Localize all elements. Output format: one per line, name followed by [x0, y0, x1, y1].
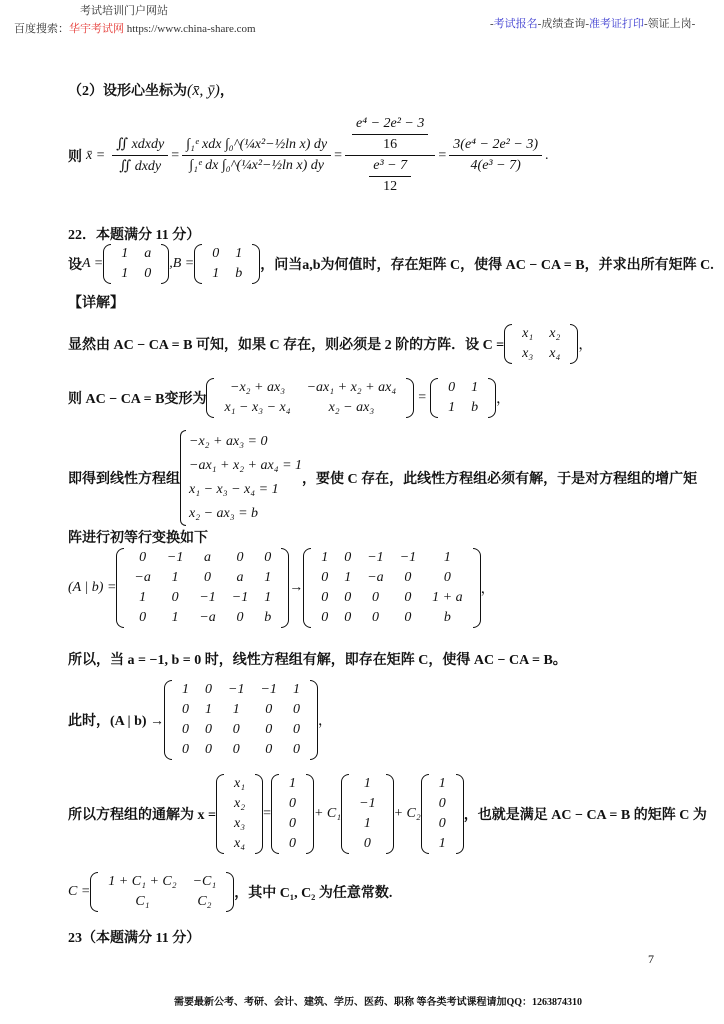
- matrix-lhs: [206, 378, 414, 418]
- right-paren: [473, 548, 481, 628]
- matrix-cell: 0: [205, 682, 213, 697]
- matrix-cell: 1: [212, 266, 220, 281]
- right-paren: [386, 774, 394, 854]
- den-a: e³ − 7: [369, 158, 411, 177]
- matrix-cell: 1: [264, 570, 272, 585]
- matrix-cell: 0: [292, 742, 300, 757]
- matrix-cell: 0: [371, 590, 379, 605]
- left-paren: [303, 548, 311, 628]
- matrix-cell: a: [204, 550, 212, 565]
- numerator: ∬ xdxdy: [112, 136, 168, 156]
- left-paren: [271, 774, 279, 854]
- matrix-cell: 0: [288, 816, 296, 831]
- right-paren: [310, 680, 318, 760]
- right-paren: [488, 378, 496, 418]
- matrix-cell: 0: [204, 570, 212, 585]
- coef-c1: + C₁: [313, 806, 342, 821]
- A-label: A =: [82, 256, 104, 271]
- xbar: x̄ =: [86, 147, 106, 163]
- matrix-cell: −a: [134, 570, 151, 585]
- matrix-cell: 0: [288, 796, 296, 811]
- matrix-cell: 0: [144, 266, 152, 281]
- matrix-cell: 0: [264, 550, 272, 565]
- left-paren: [430, 378, 438, 418]
- matrix-C: [504, 324, 578, 364]
- matrix-cell: 0: [232, 742, 240, 757]
- num-a: e⁴ − 2e² − 3: [352, 116, 428, 135]
- matrix-cell: 1: [438, 836, 446, 851]
- vector-basis-2: [421, 774, 464, 854]
- matrix-cell: 1: [448, 400, 456, 415]
- equation-system: [180, 430, 302, 526]
- matrix-cell: 0: [292, 722, 300, 737]
- matrix-cell: 0: [205, 742, 213, 757]
- equals: =: [334, 147, 342, 163]
- matrix-reduced: [303, 548, 480, 628]
- matrix-cell: −a: [199, 610, 216, 625]
- matrix-cell: 1: [232, 702, 240, 717]
- matrix-cell: 0: [288, 836, 296, 851]
- matrix-cell: x₄: [549, 346, 561, 361]
- right-paren: [255, 774, 263, 854]
- text: ，其中 C₁, C₂ 为任意常数.: [234, 886, 393, 901]
- header-link[interactable]: 考试报名: [493, 18, 538, 30]
- fraction-2: [182, 137, 331, 174]
- header-link[interactable]: 准考证打印: [589, 18, 644, 30]
- matrix-A: [103, 244, 169, 284]
- punct: ，: [578, 338, 593, 353]
- matrix-cell: 0: [236, 610, 244, 625]
- equation: −x₂ + ax₃ = 0: [189, 434, 268, 449]
- matrix-cell: 1: [171, 610, 179, 625]
- matrix-cell: x₂: [549, 326, 561, 341]
- header-link: -领证上岗-: [644, 18, 696, 30]
- part2-line: [68, 80, 234, 100]
- matrix-cell: x₃: [233, 816, 246, 831]
- matrix-cell: 1: [235, 246, 243, 261]
- matrix-cell: x₁: [233, 776, 246, 791]
- q22-statement: [68, 244, 714, 284]
- fraction-1: [112, 136, 168, 175]
- matrix-cell: 1: [443, 550, 451, 565]
- left-paren: [504, 324, 512, 364]
- solution-line: [68, 774, 707, 854]
- header-link: -: [490, 18, 494, 30]
- numerator: [345, 116, 435, 156]
- matrix-cell: 0: [232, 722, 240, 737]
- left-paren: [164, 680, 172, 760]
- C-label: C =: [68, 884, 91, 899]
- matrix-cell: 0: [344, 610, 352, 625]
- left-paren: [194, 244, 202, 284]
- left-paren: [90, 872, 98, 912]
- equals: =: [438, 147, 447, 163]
- matrix-cell: x₃: [522, 346, 534, 361]
- matrix-cell: 0: [139, 550, 147, 565]
- matrix-cell: x₄: [233, 836, 246, 851]
- matrix-cell: 0: [292, 702, 300, 717]
- text: ，也就是满足 AC − CA = B 的矩阵 C 为: [463, 808, 707, 823]
- matrix-cell: C₁: [135, 894, 150, 909]
- punct: ，: [317, 714, 332, 729]
- matrix-cell: 0: [404, 610, 412, 625]
- matrix-cell: 0: [404, 590, 412, 605]
- matrix-cell: 0: [321, 610, 329, 625]
- matrix-cell: b: [443, 610, 451, 625]
- punct: ，: [219, 84, 234, 99]
- question-text: ，问当a,b为何值时，存在矩阵 C，使得 AC − CA = B，并求出所有矩阵 C.: [260, 258, 714, 273]
- formula-lead: 则: [68, 149, 82, 165]
- matrix-cell: 1: [288, 776, 296, 791]
- matrix-reduced-2: [164, 680, 318, 760]
- matrix-cell: 1: [121, 246, 129, 261]
- matrix-cell: 1: [139, 590, 147, 605]
- matrix-cell: 0: [265, 742, 273, 757]
- denominator: ∫₁ᵉ dx ∫₀^(¼x²−½ln x) dy: [189, 158, 324, 173]
- matrix-cell: 0: [344, 590, 352, 605]
- punct: ，: [480, 582, 495, 597]
- q22-title: 22．本题满分 11 分）: [68, 228, 201, 243]
- matrix-cell: 1: [438, 776, 446, 791]
- q23-title: 23（本题满分 11 分）: [68, 931, 201, 946]
- matrix-cell: −x₂ + ax₃: [230, 380, 286, 395]
- num-b: 16: [383, 137, 398, 152]
- right-paren: [252, 244, 260, 284]
- matrix-cell: a: [236, 570, 244, 585]
- site-url[interactable]: https://www.china-share.com: [126, 23, 256, 35]
- equals: =: [171, 147, 180, 163]
- matrix-cell: C₂: [197, 894, 212, 909]
- matrix-cell: 1 + a: [432, 590, 463, 605]
- header-link: -成绩查询-: [537, 18, 589, 30]
- right-paren: [456, 774, 464, 854]
- part2-label: （2）设形心坐标为: [68, 84, 187, 99]
- B-label: ,B =: [169, 256, 195, 271]
- matrix-cell: 1: [182, 682, 190, 697]
- matrix-cell: 1: [344, 570, 352, 585]
- equation: −ax₁ + x₂ + ax₄ = 1: [189, 458, 303, 473]
- footer-ad: 需要最新公考、考研、会计、建筑、学历、医药、职称 等各类考试课程请加QQ：1263874310: [174, 997, 583, 1008]
- equals: =: [263, 806, 271, 821]
- matrix-C-final: [90, 872, 234, 912]
- matrix-cell: 0: [265, 702, 273, 717]
- matrix-cell: x₁: [522, 326, 534, 341]
- matrix-cell: −1: [260, 682, 277, 697]
- matrix-cell: 0: [443, 570, 451, 585]
- numerator: 3(e⁴ − 2e² − 3): [449, 137, 542, 156]
- left-paren: [341, 774, 349, 854]
- matrix-cell: x₂: [233, 796, 246, 811]
- matrix-cell: 0: [404, 570, 412, 585]
- matrix-cell: 0: [212, 246, 220, 261]
- right-paren: [406, 378, 414, 418]
- fraction-4: [449, 137, 542, 174]
- matrix-cell: 0: [321, 570, 329, 585]
- matrix-cell: 0: [371, 610, 379, 625]
- matrix-cell: 0: [182, 702, 190, 717]
- system-line: [68, 430, 697, 526]
- matrix-cell: 1: [205, 702, 213, 717]
- right-paren: [161, 244, 169, 284]
- punct: .: [545, 147, 549, 163]
- fraction-3: [345, 116, 435, 195]
- matrix-cell: −C₁: [192, 874, 217, 889]
- matrix-cell: 1: [321, 550, 329, 565]
- matrix-cell: x₁ − x₃ − x₄: [224, 400, 291, 415]
- matrix-cell: 1: [471, 380, 479, 395]
- equation: x₂ − ax₃ = b: [189, 506, 259, 521]
- text: 此时，(A | b) →: [68, 714, 165, 729]
- matrix-cell: x₂ − ax₃: [328, 400, 375, 415]
- right-paren: [306, 774, 314, 854]
- given-lead: 设: [68, 258, 82, 273]
- page-number: 7: [648, 952, 654, 966]
- matrix-cell: b: [264, 610, 272, 625]
- matrix-cell: −1: [399, 550, 417, 565]
- text: ，要使 C 存在，此线性方程组必须有解，于是对方程组的增广矩: [302, 472, 698, 487]
- den-b: 12: [383, 179, 398, 194]
- matrix-B: [194, 244, 260, 284]
- site-title: 考试培训门户网站: [80, 5, 168, 17]
- matrix-augmented: [116, 548, 289, 628]
- matrix-rhs: [430, 378, 496, 418]
- text: 所以方程组的通解为 x =: [68, 808, 216, 823]
- left-paren: [206, 378, 214, 418]
- matrix-cell: 0: [363, 836, 371, 851]
- matrix-cell: −a: [367, 570, 384, 585]
- vector-x: [216, 774, 263, 854]
- left-paren: [103, 244, 111, 284]
- text: 即得到线性方程组: [68, 472, 180, 487]
- matrix-cell: 0: [236, 550, 244, 565]
- detail-line4: 所以，当 a = −1, b = 0 时，线性方程组有解，即存在矩阵 C，使得 AC − CA = B。: [68, 653, 567, 668]
- matrix-cell: 0: [265, 722, 273, 737]
- left-paren: [116, 548, 124, 628]
- right-paren: [281, 548, 289, 628]
- text: 显然由 AC − CA = B 可知，如果 C 存在，则必须是 2 阶的方阵．设 C =: [68, 338, 505, 353]
- aug-label: (A | b) =: [68, 580, 117, 595]
- left-paren: [216, 774, 224, 854]
- matrix-cell: 1: [363, 776, 371, 791]
- matrix-cell: 0: [321, 590, 329, 605]
- matrix-cell: b: [235, 266, 243, 281]
- matrix-cell: −1: [231, 590, 249, 605]
- matrix-cell: 1: [292, 682, 300, 697]
- augmented-line: [68, 548, 495, 628]
- matrix-cell: −ax₁ + x₂ + ax₄: [306, 380, 397, 395]
- matrix-cell: 1: [171, 570, 179, 585]
- matrix-cell: 0: [171, 590, 179, 605]
- now-line: [68, 680, 332, 760]
- matrix-cell: 0: [182, 722, 190, 737]
- left-paren: [421, 774, 429, 854]
- matrix-cell: 1 + C₁ + C₂: [108, 874, 177, 889]
- header-links: [490, 15, 695, 31]
- detail-line2: 则 AC − CA = B变形为 −x₂ + ax₃ −ax₁ + x₂ + ax₄ x₁ − x₃ − x₄ x₂ − ax₃ = 0 1 1 b ，: [68, 378, 510, 418]
- matrix-cell: 0: [205, 722, 213, 737]
- matrix-cell: −1: [228, 682, 245, 697]
- punct: ，: [496, 392, 511, 407]
- matrix-cell: 0: [438, 796, 446, 811]
- matrix-cell: 0: [182, 742, 190, 757]
- text: 则 AC − CA = B变形为: [68, 392, 207, 407]
- matrix-cell: 1: [264, 590, 272, 605]
- vector-basis-1: [341, 774, 393, 854]
- right-paren: [226, 872, 234, 912]
- search-hint: [14, 20, 256, 36]
- search-label: 百度搜索：: [14, 23, 69, 35]
- numerator: ∫₁ᵉ xdx ∫₀^(¼x²−½ln x) dy: [182, 137, 331, 156]
- matrix-cell: a: [144, 246, 152, 261]
- matrix-cell: 1: [363, 816, 371, 831]
- matrix-cell: b: [471, 400, 479, 415]
- matrix-cell: −1: [166, 550, 184, 565]
- search-brand-link[interactable]: 华宇考试网: [69, 23, 124, 35]
- detail-heading: 【详解】: [68, 296, 124, 311]
- denominator: 4(e³ − 7): [470, 158, 521, 173]
- detail-line1: [68, 324, 592, 364]
- detail-line3: 阵进行初等行变换如下: [68, 531, 208, 546]
- equation: x₁ − x₃ − x₄ = 1: [189, 482, 279, 497]
- centroid-coord: (x̄, ȳ): [187, 82, 220, 99]
- coef-c2: + C₂: [393, 806, 421, 821]
- matrix-cell: 1: [121, 266, 129, 281]
- right-paren: [570, 324, 578, 364]
- matrix-cell: −1: [199, 590, 216, 605]
- final-line: [68, 872, 392, 912]
- matrix-cell: −1: [359, 796, 376, 811]
- matrix-cell: 0: [438, 816, 446, 831]
- matrix-cell: 0: [139, 610, 147, 625]
- arrow: →: [289, 580, 304, 595]
- vector-particular: [271, 774, 314, 854]
- matrix-cell: 0: [448, 380, 456, 395]
- matrix-cell: 0: [344, 550, 352, 565]
- denominator: [362, 156, 418, 195]
- matrix-cell: −1: [367, 550, 384, 565]
- denominator: ∬ dxdy: [119, 159, 162, 174]
- centroid-formula: [68, 116, 549, 195]
